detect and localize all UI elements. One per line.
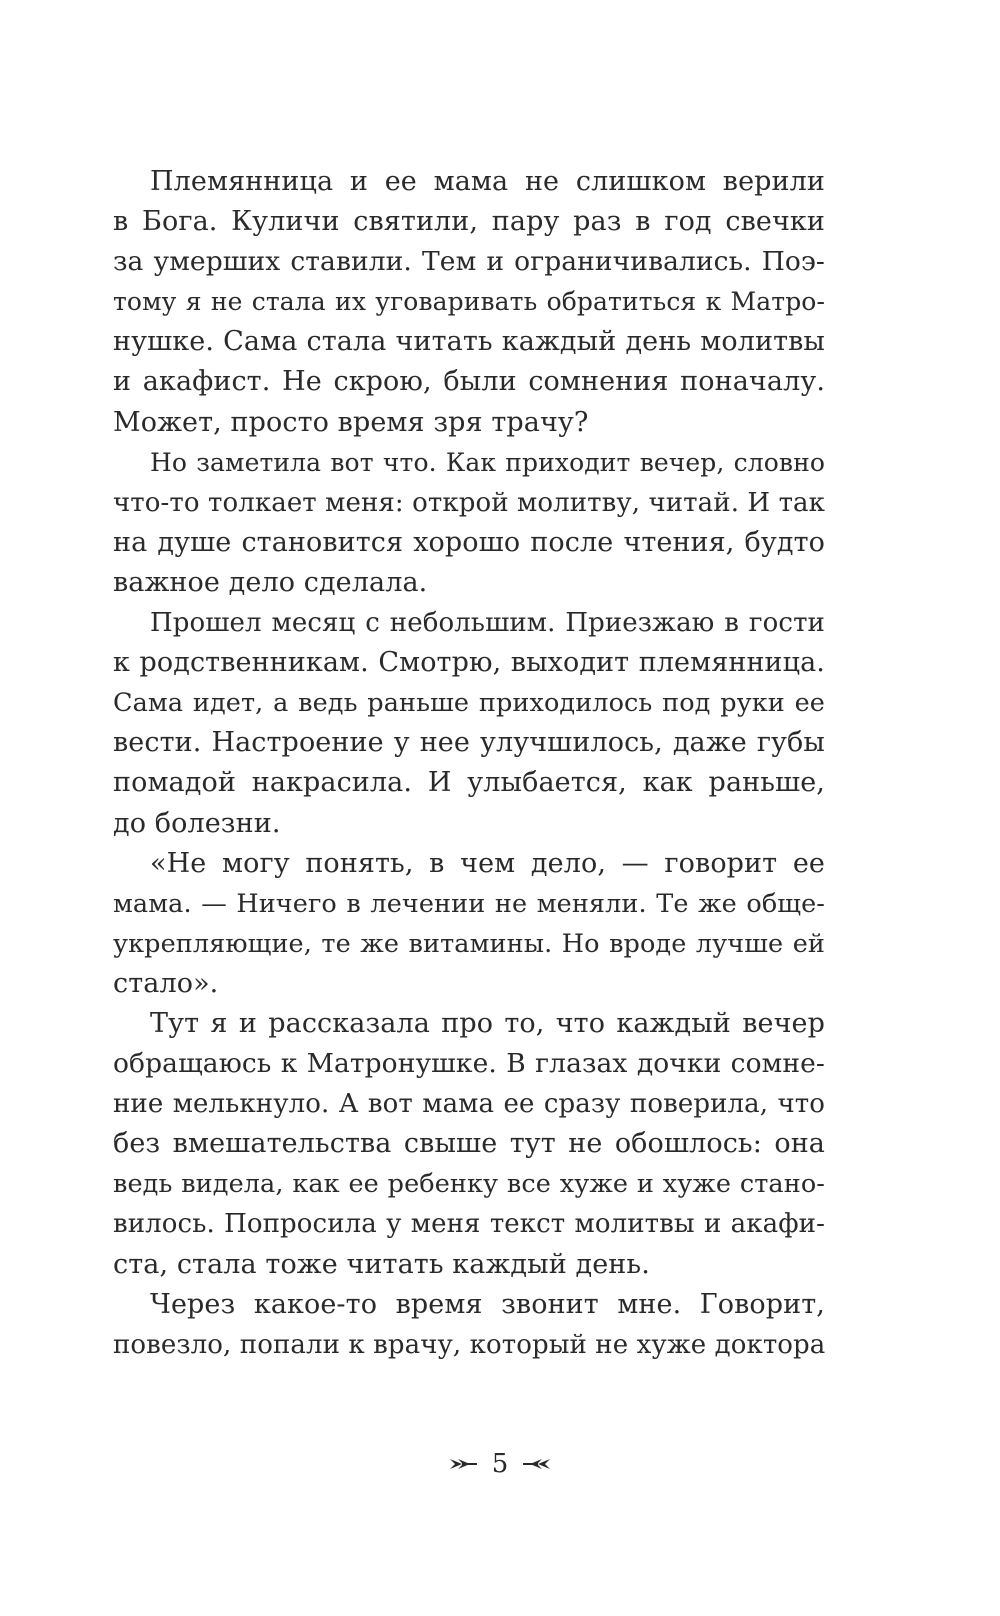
- text-line: повезло, попали к врачу, который не хуже доктора: [113, 1329, 826, 1360]
- text-line: укрепляющие, те же витамины. Но вроде лучше ей: [113, 928, 825, 959]
- text-line: нушке. Сама стала читать каждый день молитвы: [113, 326, 825, 358]
- text-line: Через какое-то время звонит мне. Говорит,: [150, 1288, 825, 1320]
- page-number: 5: [491, 1449, 509, 1479]
- text-line: Прошел месяц с небольшим. Приезжаю в гости: [150, 608, 825, 639]
- text-line: вести. Настроение у нее улучшилось, даже губы: [113, 727, 825, 759]
- text-line: Но заметила вот что. Как приходит вечер, словно: [150, 447, 825, 477]
- arrow-ornament-left-icon: [448, 1456, 478, 1472]
- text-line: стало».: [113, 967, 219, 999]
- text-line: мама. — Ничего в лечении не меняли. Те же обще-: [113, 888, 825, 919]
- text-line: на душе становится хорошо после чтения, будто: [113, 526, 825, 558]
- text-line: Сама идет, а ведь раньше приходилось под руки ее: [113, 688, 825, 719]
- text-line: в Бога. Куличи святили, пару раз в год свечки: [113, 206, 825, 238]
- text-line: Племянница и ее мама не слишком верили: [150, 166, 825, 197]
- text-line: до болезни.: [113, 807, 281, 839]
- text-line: ста, стала тоже читать каждый день.: [113, 1248, 650, 1280]
- text-line: за умерших ставили. Тем и ограничивались. Поэ-: [113, 246, 825, 278]
- body-text: [113, 162, 825, 1365]
- text-line: ведь видела, как ее ребенку все хуже и хуже стано-: [113, 1169, 825, 1200]
- text-line: обращаюсь к Матронушке. В глазах дочки сомне-: [113, 1048, 825, 1080]
- text-line: тому я не стала их уговаривать обратиться к Матро-: [113, 287, 825, 317]
- text-line: «Не могу понять, в чем дело, — говорит ее: [150, 847, 825, 879]
- text-line: вилось. Попросила у меня текст молитвы и акафи-: [113, 1209, 825, 1240]
- text-line: Тут я и рассказала про то, что каждый вечер: [150, 1007, 825, 1039]
- arrow-ornament-right-icon: [522, 1456, 552, 1472]
- page-footer: [0, 1444, 1000, 1484]
- text-line: помадой накрасила. И улыбается, как раньше,: [113, 767, 825, 799]
- text-line: без вмешательства свыше тут не обошлось: она: [113, 1128, 825, 1160]
- text-line: к родственникам. Смотрю, выходит племянница.: [113, 647, 825, 679]
- text-line: Может, просто время зря трачу?: [113, 406, 589, 438]
- text-line: важное дело сделала.: [113, 566, 428, 598]
- text-line: ние мелькнуло. А вот мама ее сразу поверила, что: [113, 1089, 825, 1120]
- text-line: и акафист. Не скрою, были сомнения поначалу.: [113, 366, 825, 398]
- text-line: что-то толкает меня: открой молитву, читай. И так: [113, 487, 826, 518]
